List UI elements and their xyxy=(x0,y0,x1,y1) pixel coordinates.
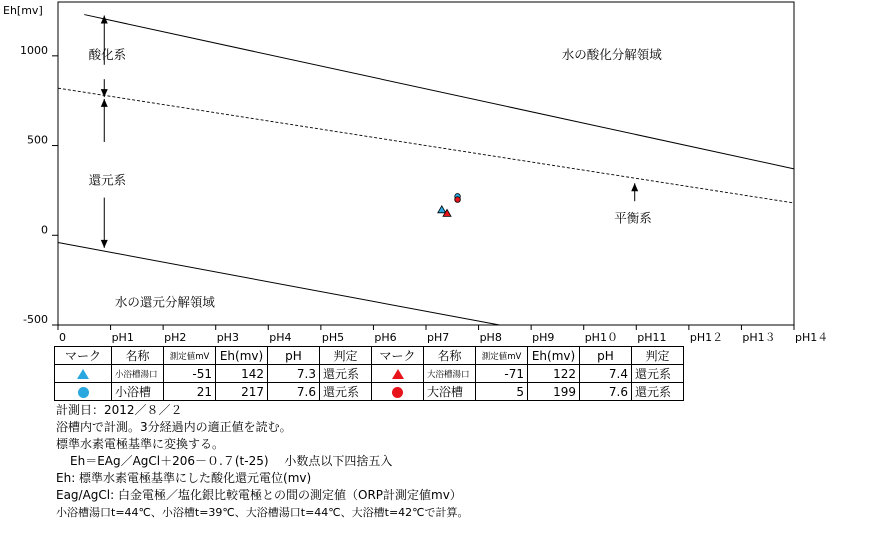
ph-cell: 7.6 xyxy=(268,383,320,401)
note-date: 計測日：2012／８／２ xyxy=(56,403,183,417)
annotation-label: 平衡系 xyxy=(614,210,652,226)
annotation-label: 還元系 xyxy=(88,172,127,188)
judge-cell: 還元系 xyxy=(632,383,684,401)
blue-triangle-marker xyxy=(77,369,89,379)
mark-cell xyxy=(372,365,424,383)
x-tick-label: pH1２ xyxy=(689,331,724,344)
eh-cell: 142 xyxy=(216,365,268,383)
y-tick-label: 500 xyxy=(27,133,48,147)
red-triangle-marker xyxy=(392,369,404,379)
x-tick-label: pH7 xyxy=(427,331,450,344)
x-tick-label: 0 xyxy=(59,331,66,344)
col-mark-b: マーク xyxy=(372,347,424,365)
col-name-b: 名称 xyxy=(424,347,476,365)
x-tick-label: pH3 xyxy=(216,331,239,344)
eh-cell: 217 xyxy=(216,383,268,401)
col-eh-a: Eh(mv) xyxy=(216,347,268,365)
col-judge-b: 判定 xyxy=(632,347,684,365)
blue-circle-marker xyxy=(78,387,89,398)
y-tick-label: 0 xyxy=(41,223,48,237)
y-tick-label: -500 xyxy=(23,313,48,326)
name-cell: 小浴槽 xyxy=(112,383,164,401)
x-tick-label: pH1０ xyxy=(584,331,618,344)
mv-cell: 21 xyxy=(164,383,216,401)
table-header-row xyxy=(55,347,684,365)
mark-cell xyxy=(372,383,424,401)
judge-cell: 還元系 xyxy=(320,383,372,401)
x-tick-label: pH9 xyxy=(532,331,555,344)
x-tick-label: pH1３ xyxy=(742,331,776,344)
x-tick-label: pH4 xyxy=(269,331,292,344)
col-ph-a: pH xyxy=(268,347,320,365)
x-tick-label: pH11 xyxy=(637,331,667,344)
annotation-label: 水の還元分解領域 xyxy=(114,294,215,310)
judge-cell: 還元系 xyxy=(320,365,372,383)
x-tick-label: pH1４ xyxy=(795,331,829,344)
note-eag-def: Eag/AgCl: 白金電極／塩化銀比較電極との間の測定値（ORP計測定値mv） xyxy=(56,488,462,502)
eh-cell: 199 xyxy=(528,383,580,401)
mv-cell: -51 xyxy=(164,365,216,383)
col-judge-a: 判定 xyxy=(320,347,372,365)
col-name-a: 名称 xyxy=(112,347,164,365)
table-row xyxy=(55,365,684,383)
ph-cell: 7.6 xyxy=(580,383,632,401)
note-method: 浴槽内で計測。3分経過内の適正値を読む。 xyxy=(56,420,292,434)
red-circle-marker xyxy=(392,387,403,398)
note-conversion: 標準水素電極基準に変換する。 xyxy=(56,437,225,451)
annotation-label: 酸化系 xyxy=(88,47,127,63)
y-axis-label: Eh[mv] xyxy=(3,4,43,17)
data-point-circle xyxy=(455,197,461,203)
mv-cell: 5 xyxy=(476,383,528,401)
ph-cell: 7.4 xyxy=(580,365,632,383)
col-mark-a: マーク xyxy=(55,347,112,365)
col-ph-b: pH xyxy=(580,347,632,365)
x-tick-label: pH6 xyxy=(374,331,397,344)
ph-cell: 7.3 xyxy=(268,365,320,383)
y-tick-label: 1000 xyxy=(20,43,48,57)
eh-cell: 122 xyxy=(528,365,580,383)
x-tick-label: pH8 xyxy=(479,331,502,344)
note-formula: Eh＝EAg／AgCl＋206－０.７(t-25) 小数点以下四捨五入 xyxy=(70,454,393,468)
plot-area xyxy=(58,2,794,325)
x-tick-label: pH2 xyxy=(164,331,187,344)
name-cell: 大浴槽湯口 xyxy=(424,365,476,383)
mark-cell xyxy=(55,365,112,383)
col-eh-b: Eh(mv) xyxy=(528,347,580,365)
measurement-table xyxy=(54,346,684,401)
mv-cell: -71 xyxy=(476,365,528,383)
note-temperatures: 小浴槽湯口t=44℃、小浴槽t=39℃、大浴槽湯口t=44℃、大浴槽t=42℃で計算。 xyxy=(56,506,469,519)
notes-block xyxy=(56,402,469,521)
col-mv-b: 測定値mV xyxy=(476,347,528,365)
name-cell: 小浴槽湯口 xyxy=(112,365,164,383)
x-tick-label: pH1 xyxy=(111,331,134,344)
x-tick-label: pH5 xyxy=(321,331,345,344)
judge-cell: 還元系 xyxy=(632,365,684,383)
annotation-label: 水の酸化分解領域 xyxy=(561,47,662,63)
col-mv-a: 測定値mV xyxy=(164,347,216,365)
table-row xyxy=(55,383,684,401)
note-eh-def: Eh: 標準水素電極基準にした酸化還元電位(mv) xyxy=(56,471,312,485)
mark-cell xyxy=(55,383,112,401)
name-cell: 大浴槽 xyxy=(424,383,476,401)
